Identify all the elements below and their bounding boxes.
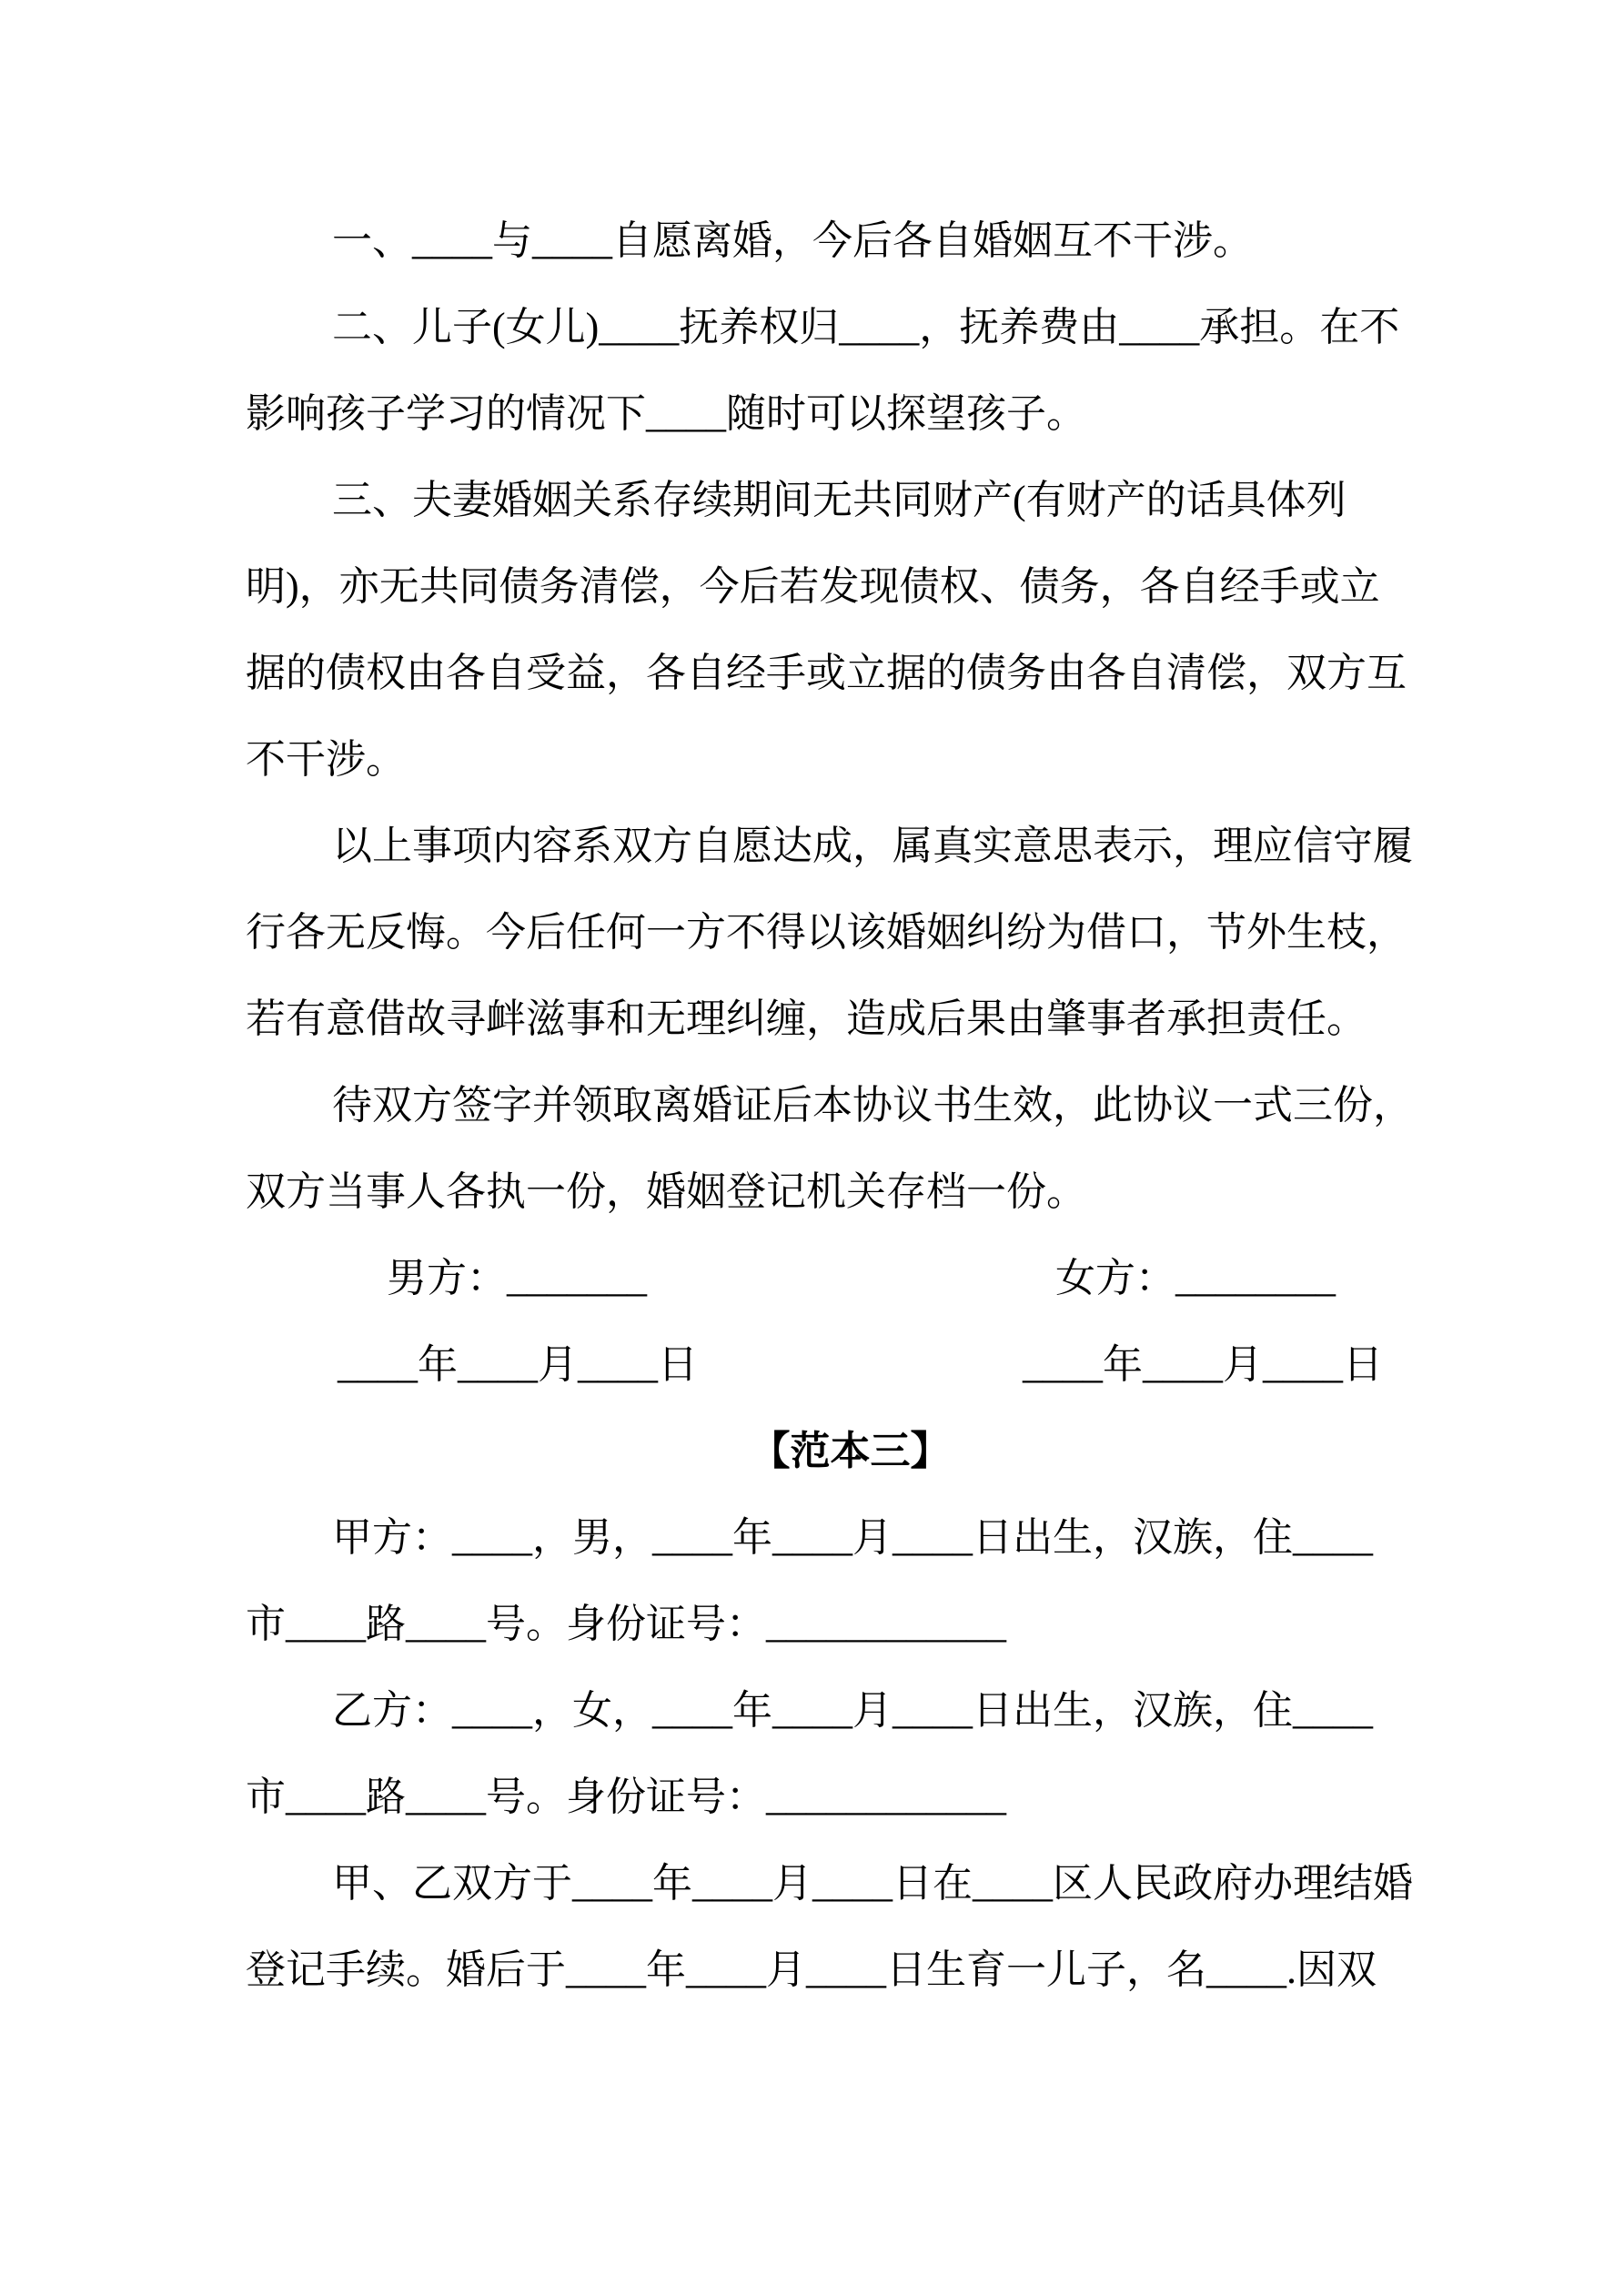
clause-line: 二、儿子(女儿)____抚养权归____，抚养费由____承担。在不 [332, 305, 1400, 349]
clause-line: 行各无反悔。今后任何一方不得以该婚姻纠纷为借口，节外生枝， [246, 910, 1407, 955]
clause-line: 双方当事人各执一份，婚姻登记机关存档一份。 [246, 1169, 1086, 1214]
clause-line: 待双方签字并领取离婚证后本协议书生效，此协议一式三份， [332, 1083, 1413, 1128]
clause-line: 市____路____号。身份证号：____________ [246, 1775, 1006, 1819]
clause-line: 乙方：____，女，____年____月____日出生，汉族，住____ [332, 1688, 1373, 1733]
clause-line: 影响孩子学习的情况下____随时可以探望孩子。 [246, 391, 1086, 436]
clause-line: 三、夫妻婚姻关系存续期间无共同财产(有财产的话具体列 [332, 478, 1347, 522]
clause-line: 据的债权由各自受益，各自经手或立据的债务由各自清偿，双方互 [246, 651, 1407, 695]
male-signature-label: 男方：_______ [387, 1256, 647, 1300]
clause-line: 登记手续。婚后于____年____月____日生育一儿子，名____.因双 [246, 1947, 1377, 1992]
section-title: 【范本三】 [750, 1429, 951, 1473]
clause-line: 以上事项内容系双方自愿达成，属真实意思表示，理应信守履 [332, 824, 1413, 868]
agreement-text-block [0, 197, 1624, 2013]
clause-line: 若有意借故寻衅滋事和无理纠缠，造成后果由肇事者承担责任。 [246, 996, 1367, 1041]
date-row [0, 1321, 1624, 1408]
signature-row [0, 1235, 1624, 1321]
female-signature-label: 女方：________ [1055, 1256, 1336, 1300]
clause-line: 甲、乙双方于____年____月____日在____区人民政府办理结婚 [332, 1861, 1413, 1906]
male-date-label: ____年____月____日 [338, 1342, 698, 1387]
clause-line: 一、____与____自愿离婚，今后各自婚姻互不干涉。 [332, 218, 1253, 263]
clause-line: 明)，亦无共同债务清偿，今后若发现债权、债务，各自经手或立 [246, 564, 1380, 609]
clause-line: 不干涉。 [246, 737, 406, 782]
clause-line: 市____路____号。身份证号：____________ [246, 1602, 1006, 1646]
clause-line: 甲方：____，男，____年____月____日出生，汉族，住____ [332, 1515, 1373, 1560]
female-date-label: ____年____月____日 [1023, 1342, 1383, 1387]
